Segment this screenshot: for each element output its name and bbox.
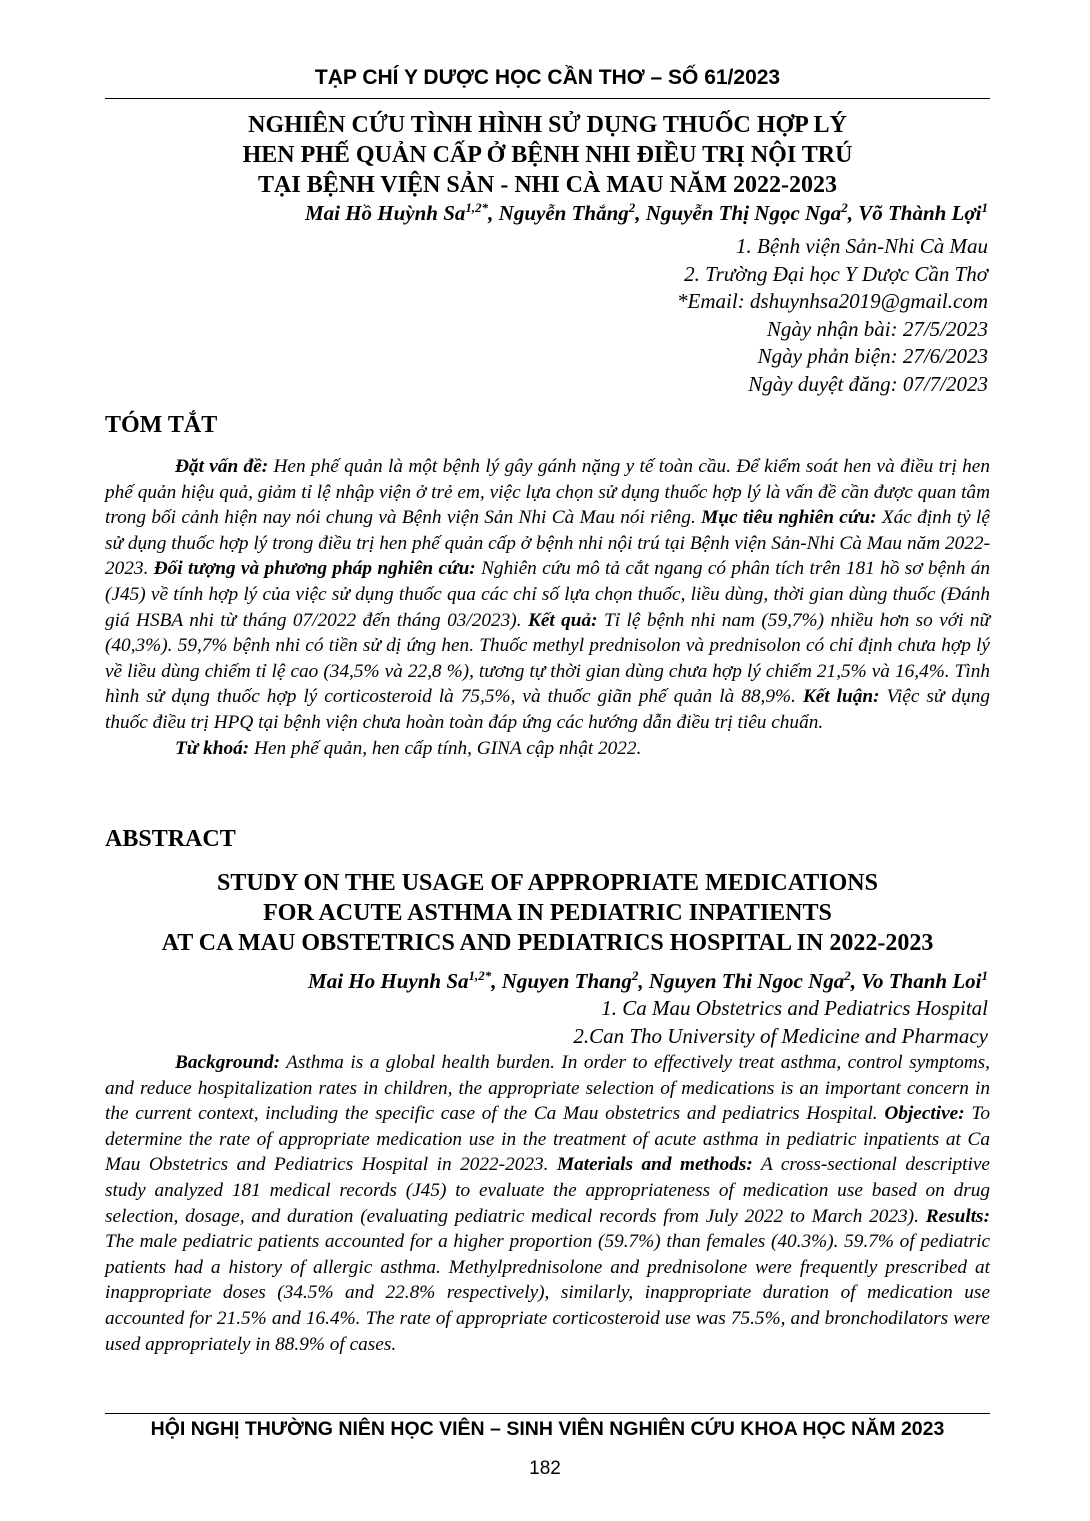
author: , Võ Thành Lợi [847,201,982,225]
label: Đặt vấn đề: [175,456,269,477]
label: Materials and methods: [556,1154,753,1176]
label: Results: [925,1205,990,1227]
date-received: Ngày nhận bài: 27/5/2023 [766,316,988,341]
author-sup: 2 [841,200,848,215]
en-affiliations [573,995,988,1050]
header-rule [105,98,990,99]
author: , Nguyễn Thị Ngọc Nga [635,201,842,225]
en-abstract [105,1050,990,1357]
en-title-line: AT CA MAU OBSTETRICS AND PEDIATRICS HOSPITAL IN 2022-2023 [161,930,934,956]
page-number: 182 [529,1458,561,1479]
text: Asthma is a global health burden. In order to effectively treat asthma, control symptoms, and reduce hospitalization rates in children, the appropriate selection of medications is an important concern in the current context, including the specific case of the Ca Mau obstetrics and pediatrics Hospital. [105,1052,990,1125]
date-reviewed: Ngày phản biện: 27/6/2023 [757,344,988,368]
vi-authors [305,200,988,226]
author-sup: 1 [981,968,988,983]
vi-affiliations [677,233,988,398]
conference-footer: HỘI NGHỊ THƯỜNG NIÊN HỌC VIÊN – SINH VIÊN NGHIÊN CỨU KHOA HỌC NĂM 2023 [150,1418,945,1440]
label: Kết quả: [527,609,598,631]
text: Tỉ lệ bệnh nhi nam (59,7%) nhiều hơn so với nữ (40,3%). 59,7% bệnh nhi có tiền sử dị ứng hen. Thuốc methyl prednisolon và prednisolon có chỉ định chưa hợp lý về liều dùng chiếm tỉ lệ cao (34,5% và 22,8 %), tương tự thời gian dùng chưa hợp lý chiếm 21,5% và 16,4%. Tình hình sử dụng thuốc hợp lý corticosteroid là 75,5%, và thuốc giãn phế quản là 88,9%. [105,609,991,708]
text: A cross-sectional descriptive study analyzed 181 medical records (J45) to evaluate the appropriateness of medication use based on drug selection, dosage, and duration (evaluating pediatric medical records from July 2022 to March 2023). [105,1154,990,1227]
text: Xác định tỷ lệ sử dụng thuốc hợp lý trong điều trị hen phế quản cấp ở bệnh nhi nội trú tại Bệnh viện Sản-Nhi Cà Mau năm 2022-2023. [105,507,990,580]
author-sup: 2 [844,968,851,983]
label: Đối tượng và phương pháp nghiên cứu: [153,558,476,580]
affiliation: 1. Ca Mau Obstetrics and Pediatrics Hospital [601,996,988,1020]
author: , Nguyen Thi Ngoc Nga [638,969,845,993]
vi-title-line: NGHIÊN CỨU TÌNH HÌNH SỬ DỤNG THUỐC HỢP LÝ [248,112,847,138]
en-title [105,868,990,958]
affiliation: 1. Bệnh viện Sản-Nhi Cà Mau [736,234,988,258]
label: Kết luận: [802,686,880,708]
en-title-line: FOR ACUTE ASTHMA IN PEDIATRIC INPATIENTS [263,900,832,926]
footer-rule [105,1413,990,1414]
label: Mục tiêu nghiên cứu: [701,507,877,529]
en-title-line: STUDY ON THE USAGE OF APPROPRIATE MEDICATIONS [217,870,878,896]
text: Nghiên cứu mô tả cắt ngang có phân tích trên 181 hồ sơ bệnh án (J45) về tính hợp lý của việc sử dụng thuốc qua các chỉ số lựa chọn thuốc, liều dùng, thời gian dùng thuốc (Đánh giá HSBA nhi từ tháng 07/2022 đến tháng 03/2023). [105,558,990,631]
author: , Nguyễn Thắng [488,201,629,225]
vi-title-line: HEN PHẾ QUẢN CẤP Ở BỆNH NHI ĐIỀU TRỊ NỘI TRÚ [242,142,853,168]
text: Việc sử dụng thuốc điều trị HPQ tại bệnh viện chưa hoàn toàn đáp ứng các hướng dẫn điều trị tiêu chuẩn. [105,686,990,733]
email: *Email: dshuynhsa2019@gmail.com [677,289,988,313]
affiliation: 2.Can Tho University of Medicine and Pharmacy [573,1023,988,1048]
author: Mai Hồ Huỳnh Sa [304,201,466,225]
author-sup: 2 [631,968,639,983]
keywords [105,736,990,762]
en-authors [308,968,988,994]
vi-title-line: TẠI BỆNH VIỆN SẢN - NHI CÀ MAU NĂM 2022-2023 [258,172,837,198]
section-heading-tom-tat: TÓM TẮT [105,412,218,438]
text: The male pediatric patients accounted for a higher proportion (59.7%) than females (40.3%). 59.7% of pediatric patients had a history of allergic asthma. Methylprednisolone and prednisolone were frequently prescribed at inappropriate doses (34.5% and 22.8% respectively), similarly, inappropriate duration of medication use accounted for 21.5% and 16.4%. The rate of appropriate corticosteroid use was 75.5%, and bronchodilators were used appropriately in 88.9% of cases. [105,1231,990,1355]
author-sup: 1,2* [468,968,492,983]
author: Mai Ho Huynh Sa [308,969,469,993]
author-sup: 1 [981,200,988,215]
label: Từ khoá: [175,737,250,759]
text: Hen phế quản, hen cấp tính, GINA cập nhật 2022. [249,737,642,759]
text: To determine the rate of appropriate medication use in the treatment of acute asthma in pediatric inpatients at Ca Mau Obstetrics and Pediatrics Hospital in 2022-2023. [105,1103,990,1176]
author: , Nguyen Thang [491,969,632,993]
label: Background: [175,1052,280,1073]
journal-header: TẠP CHÍ Y DƯỢC HỌC CẦN THƠ – SỐ 61/2023 [314,66,781,89]
text: Hen phế quản là một bệnh lý gây gánh nặng y tế toàn cầu. Để kiểm soát hen và điều trị hen phế quản hiệu quả, giảm tỉ lệ nhập viện ở trẻ em, việc lựa chọn sử dụng thuốc hợp lý là vấn đề cần được quan tâm trong bối cảnh hiện nay nói chung và Bệnh viện Sản Nhi Cà Mau nói riêng. [105,456,990,529]
author-sup: 1,2* [465,200,489,215]
label: Objective: [884,1103,965,1125]
author: , Vo Thanh Loi [850,969,982,993]
author-sup: 2 [628,200,636,215]
vi-title [105,110,990,200]
affiliation: 2. Trường Đại học Y Dược Cần Thơ [684,261,988,286]
section-heading-abstract: ABSTRACT [105,826,236,852]
vi-abstract [105,454,990,761]
date-accepted: Ngày duyệt đăng: 07/7/2023 [748,371,988,396]
